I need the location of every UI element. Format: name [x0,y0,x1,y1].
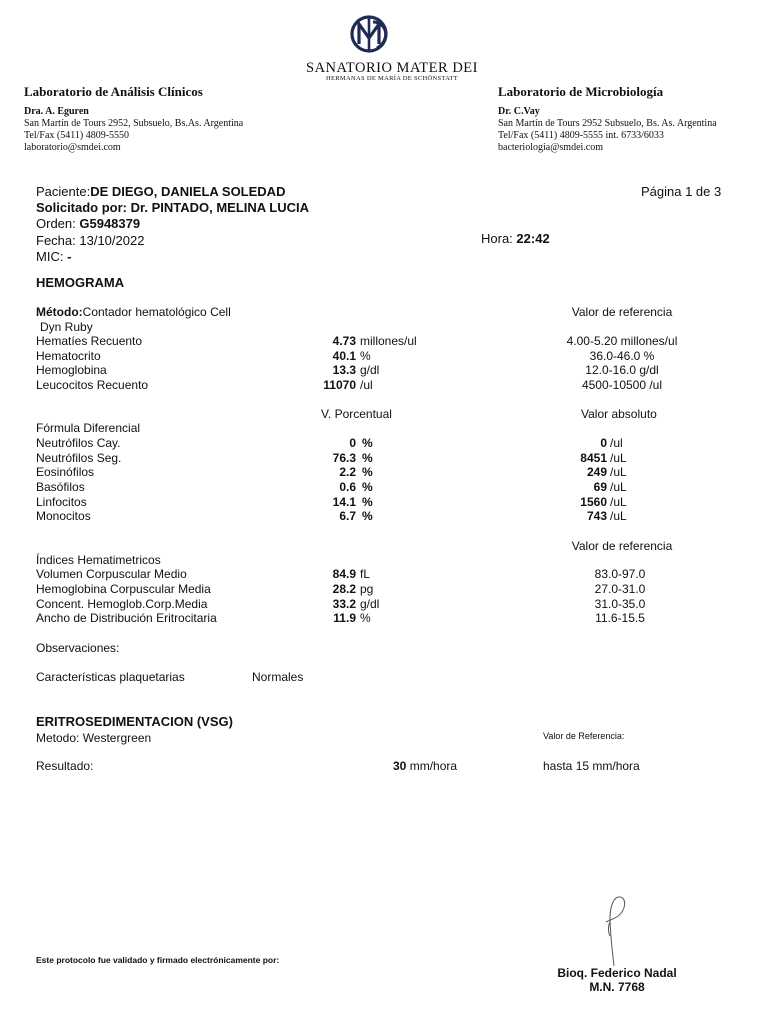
diff-abs: 0 [600,436,607,450]
diff-pct: 2.2 [339,465,356,479]
row-ref: 4.00-5.20 millones/ul [566,334,678,348]
lab-right-title: Laboratorio de Microbiología [498,84,664,99]
diff-pct-unit: % [362,436,373,450]
row-name: Leucocitos Recuento [36,378,149,392]
row-unit: % [360,349,371,363]
vsg-result-unit: mm/hora [409,759,458,773]
lab-left-phone: Tel/Fax (5411) 4809-5550 [24,130,130,141]
vsg-ref-header: Valor de Referencia: [543,731,625,741]
signer-name: Bioq. Federico Nadal [557,966,677,980]
diff-name: Eosinófilos [36,465,95,479]
diff-name: Monocitos [36,509,91,523]
diff-pct: 0 [349,436,356,450]
mic-value: - [67,249,72,264]
index-name: Ancho de Distribución Eritrocitaria [36,611,217,625]
index-unit: % [360,611,371,625]
date-label: Fecha: [36,233,76,248]
index-value: 84.9 [332,567,356,581]
diff-pct-unit: % [362,480,373,494]
diff-name: Basófilos [36,480,85,494]
lab-right-email: bacteriologia@smdei.com [498,142,604,153]
platelets-value: Normales [252,670,304,684]
diff-abs-unit: /uL [610,465,627,479]
patient-label: Paciente: [36,184,91,199]
index-value: 33.2 [332,597,356,611]
lab-right-phone: Tel/Fax (5411) 4809-5555 int. 6733/6033 [498,130,664,141]
diff-name: Neutrófilos Seg. [36,451,122,465]
index-name: Volumen Corpuscular Medio [36,567,187,581]
diff-abs: 743 [586,509,607,523]
lab-left-address: San Martín de Tours 2952, Subsuelo, Bs.As. Argentina [24,118,244,129]
method-label: Método: [36,305,83,319]
observations-label: Observaciones: [36,641,120,655]
diff-pct-unit: % [362,509,373,523]
date-value: 13/10/2022 [79,233,145,248]
index-name: Hemoglobina Corpuscular Media [36,582,211,596]
method-value: Contador hematológico Cell [82,305,231,319]
vsg-result-value: 30 [393,759,407,773]
pct-header: V. Porcentual [321,407,392,421]
diff-pct: 76.3 [332,451,356,465]
row-unit: millones/ul [360,334,417,348]
brand-subtitle: HERMANAS DE MARÍA DE SCHÖNSTATT [326,75,458,82]
diff-abs-unit: /ul [610,436,623,450]
diff-pct: 6.7 [339,509,356,523]
method-line [36,305,231,320]
diff-pct: 14.1 [332,495,356,509]
diff-abs-unit: /uL [610,509,627,523]
sanatorio-logo [343,12,399,61]
index-ref: 83.0-97.0 [594,567,646,581]
lab-left-title: Laboratorio de Análisis Clínicos [24,84,203,99]
hemograma-title: HEMOGRAMA [36,275,125,290]
lab-right-block [498,84,717,154]
vsg-method: Metodo: Westergreen [36,731,152,745]
diff-pct-unit: % [362,465,373,479]
diff-pct: 0.6 [339,480,356,494]
time-line [481,231,550,246]
row-ref: 12.0-16.0 g/dl [585,363,659,377]
patient-line [36,184,285,199]
row-name: Hematocrito [36,349,101,363]
lab-left-email: laboratorio@smdei.com [24,142,121,153]
row-name: Hemoglobina [36,363,107,377]
time-label: Hora: [481,231,513,246]
formula-label: Fórmula Diferencial [36,421,141,435]
diff-abs: 8451 [580,451,607,465]
order-label: Orden: [36,216,76,231]
method-value-cont: Dyn Ruby [40,320,93,334]
diff-abs-unit: /uL [610,480,627,494]
diff-abs: 1560 [580,495,607,509]
index-value: 28.2 [332,582,356,596]
time-value: 22:42 [516,231,550,246]
lab-right-doctor: Dr. C.Vay [498,106,540,117]
diff-abs-unit: /uL [610,495,627,509]
index-value: 11.9 [333,611,356,625]
row-value: 11070 [323,378,356,392]
row-value: 13.3 [332,363,356,377]
diff-pct-unit: % [362,451,373,465]
row-ref: 4500-10500 /ul [581,378,663,392]
vsg-title: ERITROSEDIMENTACION (VSG) [36,714,233,729]
index-ref: 31.0-35.0 [594,597,646,611]
index-name: Concent. Hemoglob.Corp.Media [36,597,208,611]
date-line [36,233,144,248]
abs-header: Valor absoluto [581,407,657,421]
row-ref: 36.0-46.0 % [589,349,655,363]
mic-line [36,249,71,264]
index-unit: pg [360,582,374,596]
validation-note: Este protocolo fue validado y firmado electrónicamente por: [36,955,280,965]
indices-ref-header: Valor de referencia [571,539,673,553]
diff-pct-unit: % [362,495,373,509]
row-unit: g/dl [360,363,380,377]
mic-label: MIC: [36,249,64,264]
diff-abs: 69 [593,480,607,494]
index-ref: 11.6-15.5 [595,611,645,625]
lab-left-block [24,84,243,154]
brand-name: SANATORIO MATER DEI [306,60,478,76]
lab-left-doctor: Dra. A. Eguren [24,106,89,117]
requested-by: Solicitado por: Dr. PINTADO, MELINA LUCIA [36,200,309,215]
row-name: Hematíes Recuento [36,334,143,348]
diff-abs: 249 [586,465,607,479]
signature-scribble [596,892,636,971]
diff-name: Neutrófilos Cay. [36,436,121,450]
ref-header: Valor de referencia [571,305,673,319]
vsg-ref-value: hasta 15 mm/hora [543,759,640,773]
row-value: 40.1 [332,349,356,363]
signer-license: M.N. 7768 [589,980,645,994]
vsg-result [393,759,457,774]
page-number: Página 1 de 3 [641,184,722,199]
diff-abs-unit: /uL [610,451,627,465]
lab-right-address: San Martín de Tours 2952 Subsuelo, Bs. As. Argentina [498,118,717,129]
patient-name: DE DIEGO, DANIELA SOLEDAD [90,184,286,199]
index-unit: fL [360,567,371,581]
diff-name: Linfocitos [36,495,87,509]
platelets-label: Características plaquetarias [36,670,185,684]
order-value: G5948379 [79,216,141,231]
row-unit: /ul [360,378,373,392]
index-ref: 27.0-31.0 [594,582,646,596]
row-value: 4.73 [332,334,356,348]
order-line [36,216,140,231]
index-unit: g/dl [360,597,380,611]
indices-label: Índices Hematimetricos [36,553,161,567]
vsg-result-label: Resultado: [36,759,94,773]
